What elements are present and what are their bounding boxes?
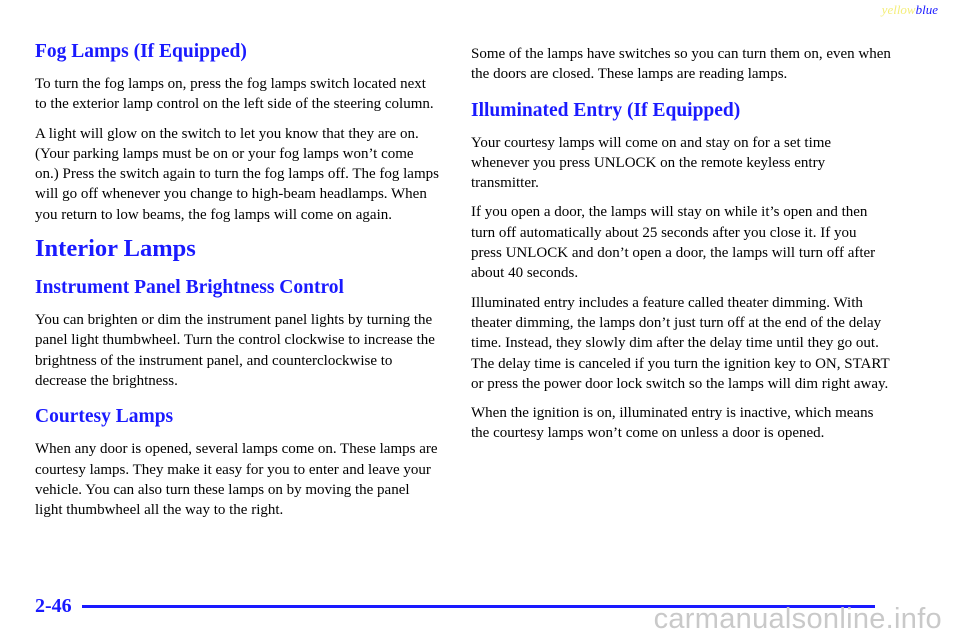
color-tag-yellow: yellow bbox=[881, 2, 916, 17]
reading-lamps-paragraph: Some of the lamps have switches so you can turn them on, even when the doors are closed. These lamps are reading lamps. bbox=[471, 46, 891, 83]
color-tag bbox=[882, 2, 938, 18]
illuminated-entry-paragraph-3: Illuminated entry includes a feature called theater dimming. With theater dimming, the lamps don’t just turn off at the end of the delay time. Instead, they slowly dim after the delay time until they go out. The delay time is canceled if you turn the ignition key to ON, START or press the power door lock switch so the lamps will dim right away. bbox=[471, 294, 890, 392]
color-tag-blue: blue bbox=[915, 2, 938, 17]
left-column bbox=[35, 40, 440, 529]
page-number: 2-46 bbox=[35, 595, 72, 617]
illuminated-entry-paragraph-4: When the ignition is on, illuminated entry is inactive, which means the courtesy lamps won’t come on unless a door is opened. bbox=[471, 405, 874, 442]
courtesy-lamps-paragraph: When any door is opened, several lamps come on. These lamps are courtesy lamps. They make it easy for you to enter and leave your vehicle. You can also turn these lamps on by moving the panel light thumbwheel all the way to the right. bbox=[35, 441, 438, 519]
courtesy-lamps-heading: Courtesy Lamps bbox=[35, 406, 174, 428]
fog-lamps-paragraph-2: A light will glow on the switch to let you know that they are on. (Your parking lamps must be on or your fog lamps won’t come on.) Press the switch again to turn the fog lamps off. The fog lamps will go off whenever you change to high‑beam headlamps. When you return to low beams, the fog lamps will come on again. bbox=[35, 125, 439, 223]
illuminated-entry-heading: Illuminated Entry (If Equipped) bbox=[471, 99, 741, 121]
right-column bbox=[471, 44, 891, 453]
fog-lamps-paragraph-1: To turn the fog lamps on, press the fog lamps switch located next to the exterior lamp control on the left side of the steering column. bbox=[35, 76, 434, 113]
watermark: carmanualsonline.info bbox=[653, 603, 942, 635]
instrument-panel-paragraph: You can brighten or dim the instrument panel lights by turning the panel light thumbwheel. Turn the control clockwise to increase the brightness of the instrument panel, and counterclockwise to decrease the brightness. bbox=[35, 312, 435, 389]
illuminated-entry-paragraph-2: If you open a door, the lamps will stay on while it’s open and then turn off automatically about 25 seconds after you close it. If you press UNLOCK and don’t open a door, the lamps will turn off after about 40 seconds. bbox=[471, 204, 876, 282]
illuminated-entry-paragraph-1: Your courtesy lamps will come on and stay on for a set time whenever you press UNLOCK on the remote keyless entry transmitter. bbox=[471, 134, 832, 192]
instrument-panel-heading: Instrument Panel Brightness Control bbox=[35, 277, 344, 299]
interior-lamps-heading: Interior Lamps bbox=[35, 235, 196, 263]
fog-lamps-heading: Fog Lamps (If Equipped) bbox=[35, 41, 247, 62]
